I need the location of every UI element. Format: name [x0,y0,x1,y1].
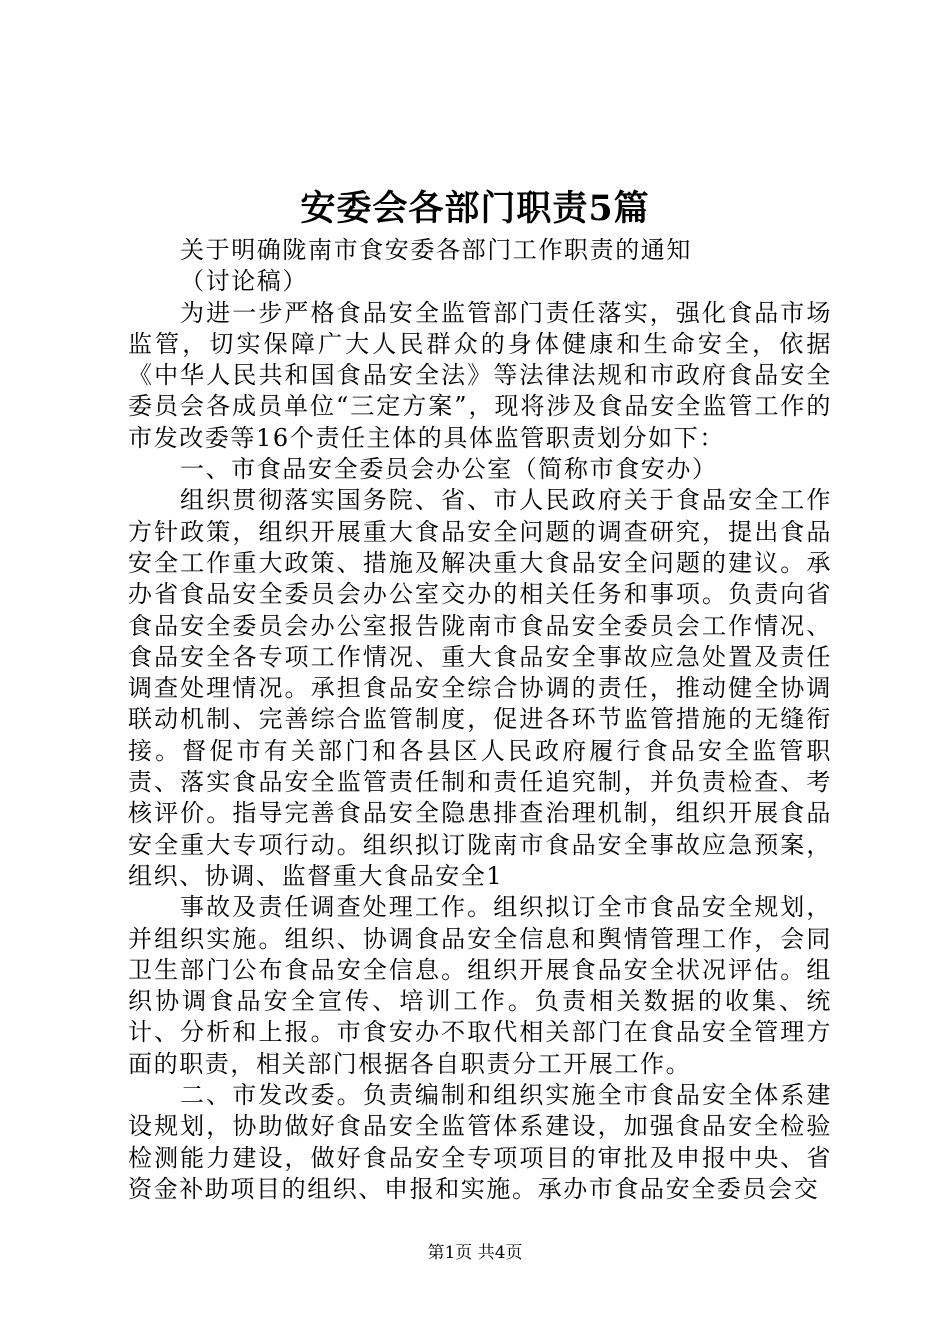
section-heading-1: 一、市食品安全委员会办公室（简称市食安办） [180,455,718,484]
notice-heading: 关于明确陇南市食安委各部门工作职责的通知 [180,236,692,264]
section-1-continued-paragraph: 事故及责任调查处理工作。组织拟订全市食品安全规划，并组织实施。组织、协调食品安全信息和舆情管理工作，会同卫生部门公布食品安全信息。组织开展食品安全状况评估。组织协调食品安全宣传、培训工作。负责相关数据的收集、统计、分析和上报。市食安办不取代相关部门在食品安全管理方面的职责，相关部门根据各自职责分工开展工作。 [128,893,832,1078]
intro-paragraph: 为进一步严格食品安全监管部门责任落实，强化食品市场监管，切实保障广大人民群众的身体健康和生命安全，依据《中华人民共和国食品安全法》等法律法规和市政府食品安全委员会各成员单位“三定方案”，现将涉及食品安全监管工作的市发改委等16个责任主体的具体监管职责划分如下： [128,298,832,452]
document-title: 安委会各部门职责5篇 [300,188,650,229]
draft-note: （讨论稿） [180,267,308,296]
document-body [128,235,832,1205]
section-1-paragraph: 组织贯彻落实国务院、省、市人民政府关于食品安全工作方针政策，组织开展重大食品安全问题的调查研究，提出食品安全工作重大政策、措施及解决重大食品安全问题的建议。承办省食品安全委员会办公室交办的相关任务和事项。负责向省食品安全委员会办公室报告陇南市食品安全委员会工作情况、食品安全各专项工作情况、重大食品安全事故应急处置及责任调查处理情况。承担食品安全综合协调的责任，推动健全协调联动机制、完善综合监管制度，促进各环节监管措施的无缝衔接。督促市有关部门和各县区人民政府履行食品安全监管职责、落实食品安全监管责任制和责任追究制，并负责检查、考核评价。指导完善食品安全隐患排查治理机制，组织开展食品安全重大专项行动。组织拟订陇南市食品安全事故应急预案，组织、协调、监督重大食品安全1 [128,486,832,890]
page-footer: 第1页 共4页 [427,1243,523,1263]
section-2-paragraph: 二、市发改委。负责编制和组织实施全市食品安全体系建设规划，协助做好食品安全监管体系建设，加强食品安全检验检测能力建设，做好食品安全专项项目的审批及申报中央、省资金补助项目的组织、申报和实施。承办市食品安全委员会交 [128,1081,832,1203]
